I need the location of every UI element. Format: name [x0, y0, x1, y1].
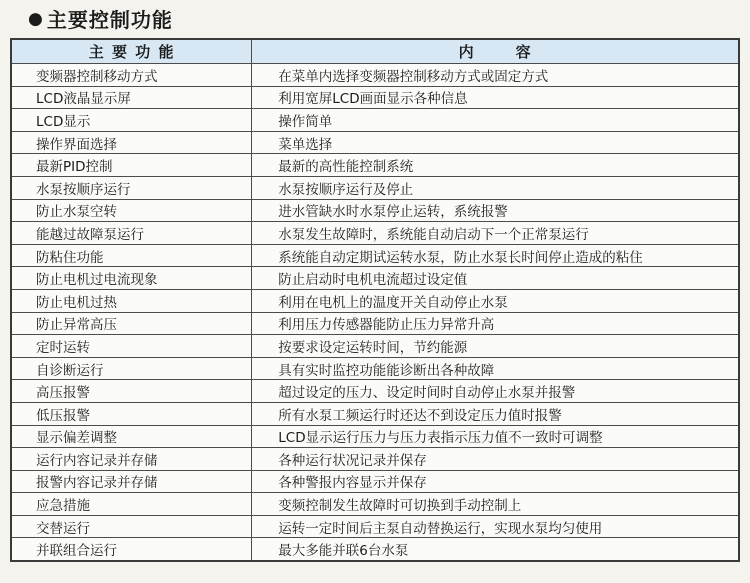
table-row — [11, 222, 739, 245]
function-cell: 防止异常高压 — [11, 312, 252, 335]
function-cell: 防止电机过电流现象 — [11, 267, 252, 290]
content-cell: 变频控制发生故障时可切换到手动控制上 — [252, 493, 739, 516]
content-cell: 水泵按顺序运行及停止 — [252, 176, 739, 199]
function-cell: 最新PID控制 — [11, 154, 252, 177]
table-row — [11, 493, 739, 516]
content-cell: 系统能自动定期试运转水泵，防止水泵长时间停止造成的粘住 — [252, 244, 739, 267]
content-cell: 防止启动时电机电流超过设定值 — [252, 267, 739, 290]
table-row — [11, 176, 739, 199]
table-row — [11, 515, 739, 538]
function-cell: 自诊断运行 — [11, 357, 252, 380]
table-row — [11, 470, 739, 493]
table-row — [11, 199, 739, 222]
table-row — [11, 357, 739, 380]
function-cell: 能越过故障泵运行 — [11, 222, 252, 245]
column-header-content: 内容 — [252, 39, 739, 64]
function-cell: LCD显示 — [11, 109, 252, 132]
table-row — [11, 267, 739, 290]
page-title-text: 主要控制功能 — [46, 8, 173, 32]
content-cell: 菜单选择 — [252, 131, 739, 154]
table-row — [11, 402, 739, 425]
content-cell: 运转一定时间后主泵自动替换运行，实现水泵均匀使用 — [252, 515, 739, 538]
function-cell: 操作界面选择 — [11, 131, 252, 154]
function-cell: 变频器控制移动方式 — [11, 64, 252, 87]
function-cell: LCD液晶显示屏 — [11, 86, 252, 109]
table-body — [11, 64, 739, 562]
content-cell: 利用压力传感器能防止压力异常升高 — [252, 312, 739, 335]
content-cell: 最大多能并联6台水泵 — [252, 538, 739, 561]
function-cell: 防粘住功能 — [11, 244, 252, 267]
table-row — [11, 154, 739, 177]
content-cell: 最新的高性能控制系统 — [252, 154, 739, 177]
table-row — [11, 64, 739, 87]
function-cell: 应急措施 — [11, 493, 252, 516]
function-cell: 防止水泵空转 — [11, 199, 252, 222]
function-cell: 定时运转 — [11, 335, 252, 358]
table-row — [11, 244, 739, 267]
content-cell: 按要求设定运转时间，节约能源 — [252, 335, 739, 358]
function-cell: 交替运行 — [11, 515, 252, 538]
table-row — [11, 448, 739, 471]
content-cell: 所有水泵工频运行时还达不到设定压力值时报警 — [252, 402, 739, 425]
content-cell: 超过设定的压力、设定时间时自动停止水泵并报警 — [252, 380, 739, 403]
table-row — [11, 425, 739, 448]
column-header-function: 主要功能 — [11, 39, 252, 64]
bullet-icon: ● — [28, 9, 43, 29]
table-row — [11, 380, 739, 403]
function-cell: 高压报警 — [11, 380, 252, 403]
content-cell: 各种运行状况记录并保存 — [252, 448, 739, 471]
table-row — [11, 86, 739, 109]
content-cell: 在菜单内选择变频器控制移动方式或固定方式 — [252, 64, 739, 87]
content-cell: 操作简单 — [252, 109, 739, 132]
content-cell: 利用宽屏LCD画面显示各种信息 — [252, 86, 739, 109]
table-row — [11, 289, 739, 312]
table-row — [11, 131, 739, 154]
content-cell: LCD显示运行压力与压力表指示压力值不一致时可调整 — [252, 425, 739, 448]
table-header-row — [11, 39, 739, 64]
table-row — [11, 109, 739, 132]
content-cell: 进水管缺水时水泵停止运转，系统报警 — [252, 199, 739, 222]
content-cell: 利用在电机上的温度开关自动停止水泵 — [252, 289, 739, 312]
function-cell: 防止电机过热 — [11, 289, 252, 312]
function-cell: 显示偏差调整 — [11, 425, 252, 448]
function-cell: 水泵按顺序运行 — [11, 176, 252, 199]
table-row — [11, 538, 739, 561]
main-functions-table — [10, 38, 740, 562]
function-cell: 低压报警 — [11, 402, 252, 425]
function-cell: 并联组合运行 — [11, 538, 252, 561]
table-row — [11, 335, 739, 358]
content-cell: 各种警报内容显示并保存 — [252, 470, 739, 493]
function-cell: 运行内容记录并存储 — [11, 448, 252, 471]
content-cell: 具有实时监控功能能诊断出各种故障 — [252, 357, 739, 380]
function-cell: 报警内容记录并存储 — [11, 470, 252, 493]
content-cell: 水泵发生故障时，系统能自动启动下一个正常泵运行 — [252, 222, 739, 245]
page-title — [28, 4, 173, 33]
table-row — [11, 312, 739, 335]
